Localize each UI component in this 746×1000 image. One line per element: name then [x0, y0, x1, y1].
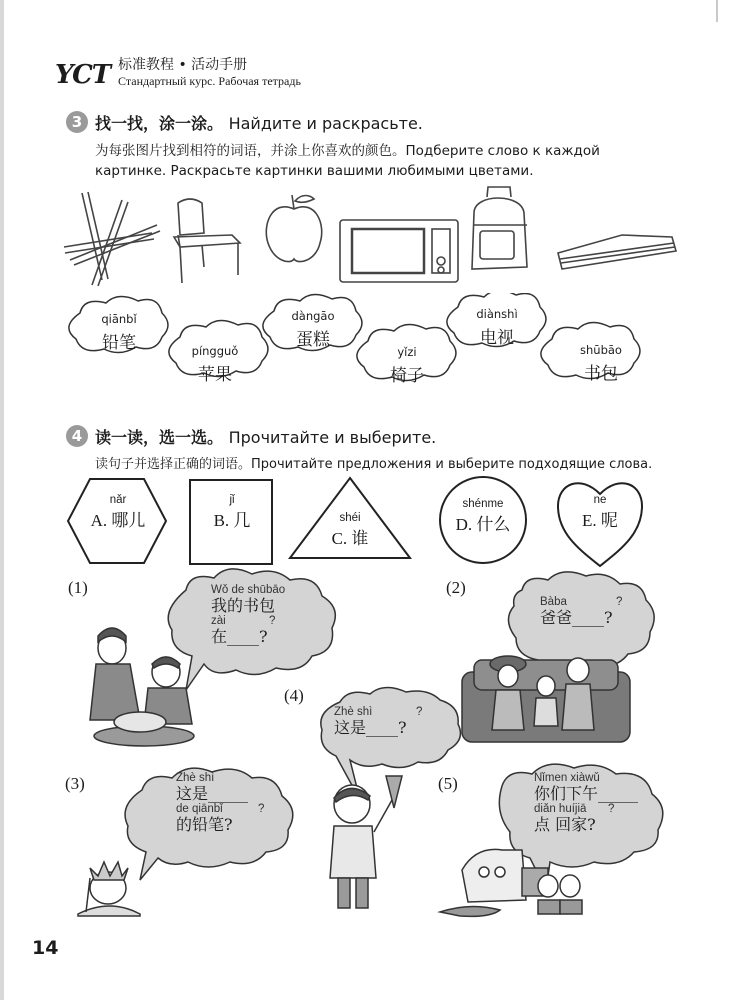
- exercise-1-pinyin-1: Wǒ de shūbāo: [211, 584, 286, 596]
- word-5-pinyin: diànshì: [476, 307, 518, 321]
- word-2-hanzi: 苹果: [198, 365, 232, 385]
- exercise-3-line-1: 这是_____: [176, 784, 249, 803]
- word-6-hanzi: 书包: [584, 364, 618, 384]
- exercise-4-text: [334, 706, 434, 737]
- exercise-2-line-1: 爸爸____?: [540, 608, 613, 627]
- section-3-instruction-ru-2: картинке. Раскрасьте картинки вашими любимыми цветами.: [95, 163, 534, 179]
- exercise-2-pinyin-1: Bàba: [540, 596, 567, 608]
- exercise-4-q-mark: ?: [416, 706, 423, 718]
- header-title-ru: Стандартный курс. Рабочая тетрадь: [118, 74, 301, 88]
- section-4-title-ru: Прочитайте и выберите.: [228, 428, 437, 447]
- word-1-pinyin: qiānbǐ: [101, 312, 137, 326]
- exercise-4-number: (4): [284, 686, 304, 705]
- section-4-instruction-zh: 读句子并选择正确的词语。: [95, 457, 252, 472]
- word-3-pinyin: dàngāo: [291, 309, 335, 323]
- section-3-title-zh: 找一找，涂一涂。: [95, 114, 224, 133]
- ex2-illustration: [462, 656, 630, 742]
- option-e-pinyin: ne: [593, 494, 607, 506]
- word-4-hanzi: 椅子: [390, 366, 424, 386]
- exercise-4-pinyin-1: Zhè shì: [334, 706, 373, 718]
- yct-logo: YCT: [55, 60, 111, 90]
- section-3-instruction-ru-1: Подберите слово к каждой: [405, 143, 600, 159]
- word-3-hanzi: 蛋糕: [296, 330, 330, 350]
- exercise-3-line-2: 的铅笔?: [176, 815, 233, 834]
- exercise-2-pinyin-row: [540, 596, 640, 608]
- exercise-1-line-1: 我的书包: [211, 596, 276, 615]
- option-b-label: B. 几: [213, 511, 251, 530]
- section-3-title-ru: Найдите и раскрасьте.: [228, 114, 423, 133]
- exercise-5-pinyin-1: Nǐmen xiàwǔ: [534, 772, 600, 784]
- word-1-hanzi: 铅笔: [102, 333, 136, 353]
- exercise-5-line-1: 你们下午_____: [534, 784, 639, 803]
- section-4-title-zh: 读一读，选一选。: [95, 428, 224, 447]
- ex3-illustration: [78, 862, 140, 916]
- exercise-5-pinyin-2: diǎn huíjiā: [534, 803, 587, 815]
- exercise-5-q-mark: ?: [608, 803, 615, 815]
- exercise-4-pinyin-row: [334, 706, 434, 718]
- word-5-hanzi: 电视: [480, 328, 514, 348]
- exercise-3-pinyin-2: de qiānbǐ: [176, 803, 223, 815]
- exercise-3-pinyin-2-row: [176, 803, 286, 815]
- exercise-1-number: (1): [68, 578, 88, 597]
- option-a-pinyin: nǎr: [109, 494, 127, 506]
- exercise-3-q-mark: ?: [258, 803, 265, 815]
- option-c-pinyin: shéi: [339, 512, 361, 524]
- word-2-pinyin: píngguǒ: [191, 344, 239, 358]
- option-d-label: D. 什么: [455, 515, 511, 534]
- exercise-1-q-mark: ?: [269, 615, 276, 627]
- section-4-number: 4: [66, 425, 88, 447]
- exercise-3-number: (3): [65, 774, 85, 793]
- exercise-3-pinyin-1: Zhè shì: [176, 772, 215, 784]
- section-4-instruction-ru: Прочитайте предложения и выберите подходящие слова.: [251, 457, 653, 472]
- exercise-5-line-2: 点 回家?: [534, 815, 596, 834]
- exercise-3-text: [176, 772, 286, 834]
- option-e-label: E. 呢: [582, 511, 618, 530]
- exercise-2-text: [540, 596, 640, 627]
- exercise-1-pinyin-2-row: [211, 615, 321, 627]
- header-title-zh: 标准教程 • 活动手册: [118, 57, 248, 73]
- exercise-1-pinyin-2: zài: [211, 615, 226, 627]
- word-6-pinyin: shūbāo: [580, 343, 622, 357]
- option-c-label: C. 谁: [331, 529, 369, 548]
- word-4-pinyin: yǐzi: [397, 345, 417, 359]
- exercise-5-number: (5): [438, 774, 458, 793]
- exercise-2-number: (2): [446, 578, 466, 597]
- exercise-5-pinyin-2-row: [534, 803, 659, 815]
- option-a-label: A. 哪儿: [90, 511, 146, 530]
- exercise-4-line-1: 这是____?: [334, 718, 407, 737]
- section-3-number: 3: [66, 111, 88, 133]
- option-d-pinyin: shénme: [462, 498, 504, 510]
- section-3-instruction-zh: 为每张图片找到相符的词语，并涂上你喜欢的颜色。: [95, 143, 406, 159]
- page-number: 14: [32, 937, 59, 959]
- option-b-pinyin: jǐ: [229, 494, 235, 506]
- exercise-5-text: [534, 772, 659, 834]
- exercise-2-q-mark: ?: [616, 596, 623, 608]
- exercise-1-line-2: 在____?: [211, 627, 268, 646]
- ex4-illustration: [330, 776, 402, 908]
- exercise-1-text: [211, 584, 321, 646]
